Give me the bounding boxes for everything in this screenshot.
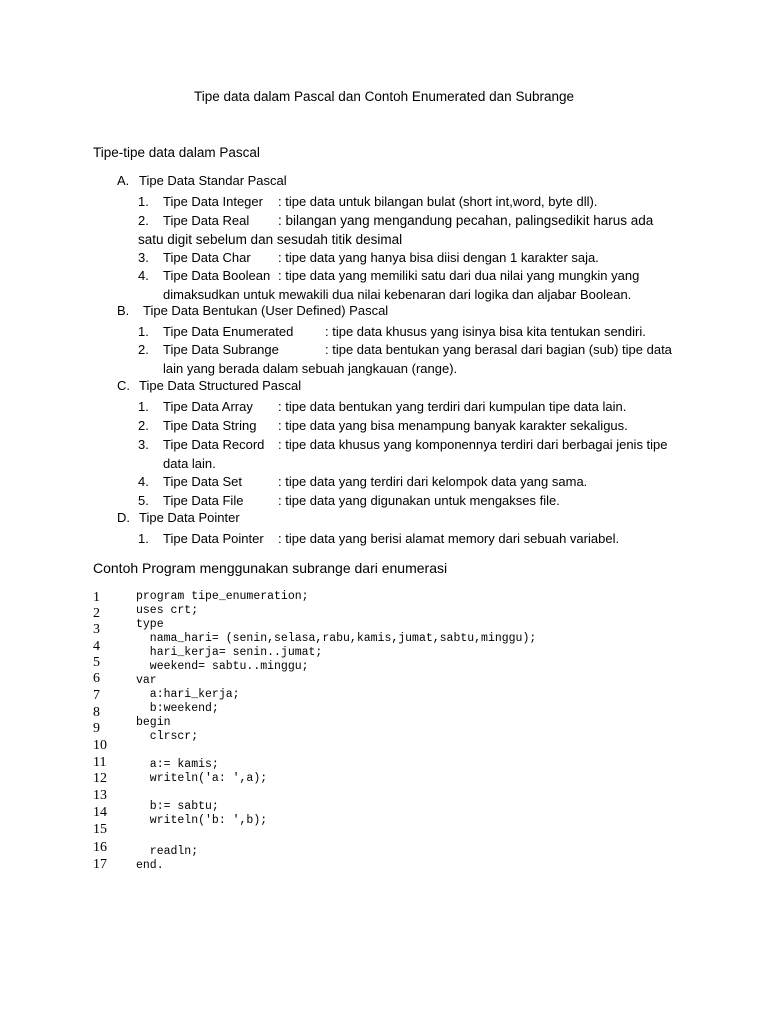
code-line: uses crt;: [136, 604, 199, 617]
line-number: 7: [93, 688, 100, 703]
list-item: [138, 211, 678, 249]
item-description: : tipe data yang terdiri dari kelompok data yang sama.: [278, 474, 588, 489]
item-term: Tipe Data String: [163, 418, 257, 433]
item-term: Tipe Data Integer: [163, 194, 263, 209]
code-line: a:hari_kerja;: [136, 688, 240, 701]
line-number: 9: [93, 721, 100, 736]
item-number: 1.: [138, 324, 149, 339]
document-title: Tipe data dalam Pascal dan Contoh Enumerated dan Subrange: [193, 89, 574, 104]
item-number: 2.: [138, 342, 149, 357]
item-number: 3.: [138, 250, 149, 265]
list-item: [138, 266, 678, 304]
item-number: 1.: [138, 399, 149, 414]
item-number: 1.: [138, 531, 149, 546]
list-item: [138, 340, 678, 378]
line-number: 2: [93, 606, 100, 621]
code-line: weekend= sabtu..minggu;: [136, 660, 309, 673]
item-description: : bilangan yang mengandung pecahan, palingsedikit harus ada: [278, 213, 654, 228]
code-line: end.: [136, 859, 164, 872]
list-item: [138, 529, 678, 548]
item-description-continued: data lain.: [163, 456, 216, 471]
line-number: 5: [93, 655, 100, 670]
list-item: [138, 397, 678, 416]
code-line: nama_hari= (senin,selasa,rabu,kamis,jumat,sabtu,minggu);: [136, 632, 537, 645]
item-description: : tipe data bentukan yang berasal dari bagian (sub) tipe data: [325, 342, 672, 357]
line-number: 13: [93, 788, 107, 803]
item-term: Tipe Data Subrange: [163, 342, 279, 357]
line-number: 6: [93, 671, 100, 686]
item-number: 4.: [138, 474, 149, 489]
code-line: type: [136, 618, 164, 631]
item-description: : tipe data yang bisa menampung banyak karakter sekaligus.: [278, 418, 628, 433]
group-letter: C.: [117, 378, 130, 393]
line-number: 11: [93, 755, 107, 770]
item-description-continued: satu digit sebelum dan sesudah titik desimal: [138, 232, 403, 247]
line-number: 17: [93, 857, 107, 872]
item-description: : tipe data yang digunakan untuk mengakses file.: [278, 493, 560, 508]
code-line: b:= sabtu;: [136, 800, 219, 813]
item-term: Tipe Data Enumerated: [163, 324, 294, 339]
code-line: program tipe_enumeration;: [136, 590, 309, 603]
line-number: 10: [93, 738, 107, 753]
code-heading: Contoh Program menggunakan subrange dari enumerasi: [93, 560, 448, 576]
group-label: Tipe Data Standar Pascal: [139, 173, 287, 188]
line-number: 1: [93, 590, 100, 605]
item-description: : tipe data yang memiliki satu dari dua nilai yang mungkin yang: [278, 268, 640, 283]
code-line: a:= kamis;: [136, 758, 219, 771]
item-number: 3.: [138, 437, 149, 452]
group-label: Tipe Data Bentukan (User Defined) Pascal: [143, 303, 389, 318]
code-line: begin: [136, 716, 171, 729]
item-term: Tipe Data File: [163, 493, 244, 508]
item-term: Tipe Data Set: [163, 474, 243, 489]
line-number: 3: [93, 622, 100, 637]
code-line: hari_kerja= senin..jumat;: [136, 646, 323, 659]
item-number: 2.: [138, 213, 149, 228]
item-description-continued: lain yang berada dalam sebuah jangkauan (range).: [163, 361, 458, 376]
item-number: 5.: [138, 493, 149, 508]
code-line: writeln('a: ',a);: [136, 772, 268, 785]
code-line: writeln('b: ',b);: [136, 814, 268, 827]
list-item: [138, 248, 678, 267]
code-line: b:weekend;: [136, 702, 219, 715]
group-label: Tipe Data Pointer: [139, 510, 240, 525]
item-description-continued: dimaksudkan untuk mewakili dua nilai kebenaran dari logika dan aljabar Boolean.: [163, 287, 632, 302]
item-description: : tipe data bentukan yang terdiri dari kumpulan tipe data lain.: [278, 399, 627, 414]
line-number: 15: [93, 822, 107, 837]
item-number: 1.: [138, 194, 149, 209]
list-item: [138, 435, 678, 473]
line-number: 16: [93, 840, 107, 855]
item-term: Tipe Data Boolean: [163, 268, 271, 283]
group-letter: B.: [117, 303, 130, 318]
line-number: 14: [93, 805, 107, 820]
code-line: readln;: [136, 845, 199, 858]
item-term: Tipe Data Char: [163, 250, 251, 265]
line-number: 8: [93, 705, 100, 720]
item-description: : tipe data khusus yang isinya bisa kita tentukan sendiri.: [325, 324, 646, 339]
list-item: [138, 416, 678, 435]
item-term: Tipe Data Pointer: [163, 531, 264, 546]
group-letter: D.: [117, 510, 130, 525]
item-description: : tipe data yang hanya bisa diisi dengan 1 karakter saja.: [278, 250, 599, 265]
item-term: Tipe Data Record: [163, 437, 265, 452]
list-item: [138, 491, 678, 510]
line-number: 4: [93, 639, 100, 654]
group-label: Tipe Data Structured Pascal: [139, 378, 302, 393]
group-letter: A.: [117, 173, 130, 188]
list-item: [138, 472, 678, 491]
line-number: 12: [93, 771, 107, 786]
item-number: 2.: [138, 418, 149, 433]
code-line: clrscr;: [136, 730, 199, 743]
list-item: [138, 192, 678, 211]
item-description: : tipe data khusus yang komponennya terdiri dari berbagai jenis tipe: [278, 437, 668, 452]
list-item: [138, 322, 678, 341]
item-term: Tipe Data Array: [163, 399, 253, 414]
section-heading: Tipe-tipe data dalam Pascal: [93, 145, 260, 160]
code-line: var: [136, 674, 157, 687]
item-number: 4.: [138, 268, 149, 283]
item-description: : tipe data yang berisi alamat memory dari sebuah variabel.: [278, 531, 620, 546]
item-description: : tipe data untuk bilangan bulat (short int,word, byte dll).: [278, 194, 598, 209]
item-term: Tipe Data Real: [163, 213, 250, 228]
